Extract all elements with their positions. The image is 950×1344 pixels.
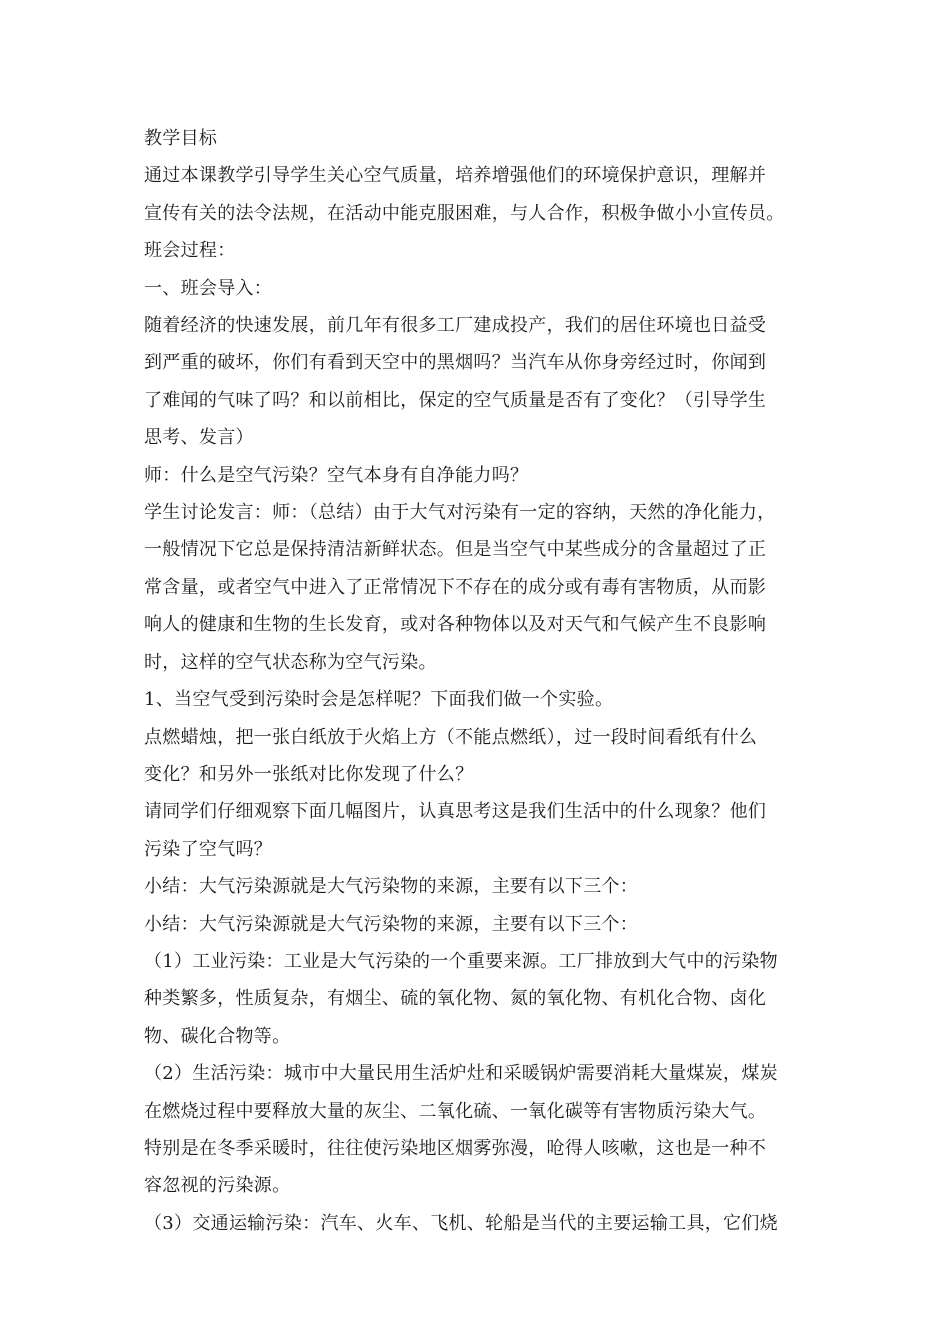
text-line: 一、班会导入： bbox=[144, 277, 273, 299]
discussion-paragraph bbox=[144, 494, 808, 681]
text-line: 特别是在冬季采暖时，往往使污染地区烟雾弥漫，呛得人咳嗽，这也是一种不 bbox=[144, 1137, 767, 1159]
intro-paragraph bbox=[144, 307, 808, 457]
text-line: 在燃烧过程中要释放大量的灰尘、二氧化硫、一氧化碳等有害物质污染大气。 bbox=[144, 1100, 767, 1122]
text-line: 到严重的破坏，你们有看到天空中的黑烟吗？当汽车从你身旁经过时，你闻到 bbox=[144, 352, 767, 374]
text-line: 物、碳化合物等。 bbox=[144, 1025, 291, 1047]
transport-pollution-paragraph bbox=[144, 1205, 808, 1242]
teaching-goal-paragraph bbox=[144, 157, 808, 232]
text-line: 小结：大气污染源就是大气污染物的来源，主要有以下三个： bbox=[144, 913, 639, 935]
text-line: 班会过程： bbox=[144, 240, 236, 262]
process-title bbox=[144, 232, 808, 269]
teacher-question bbox=[144, 457, 808, 494]
industrial-pollution-paragraph bbox=[144, 943, 808, 1055]
text-line: （2）生活污染：城市中大量民用生活炉灶和采暖锅炉需要消耗大量煤炭，煤炭 bbox=[144, 1063, 778, 1085]
document-body bbox=[144, 120, 808, 1242]
text-line: 污染了空气吗？ bbox=[144, 838, 273, 860]
section-heading bbox=[144, 120, 808, 157]
text-line: 小结：大气污染源就是大气污染物的来源，主要有以下三个： bbox=[144, 876, 639, 898]
text-line: 请同学们仔细观察下面几幅图片，认真思考这是我们生活中的什么现象？他们 bbox=[144, 801, 767, 823]
experiment-title bbox=[144, 681, 808, 718]
observe-paragraph bbox=[144, 793, 808, 868]
text-line: 了难闻的气味了吗？和以前相比，保定的空气质量是否有了变化？（引导学生 bbox=[144, 389, 767, 411]
text-line: 点燃蜡烛，把一张白纸放于火焰上方（不能点燃纸），过一段时间看纸有什么 bbox=[144, 726, 758, 748]
text-line: 思考、发言） bbox=[144, 427, 254, 449]
text-line: （3）交通运输污染：汽车、火车、飞机、轮船是当代的主要运输工具，它们烧 bbox=[144, 1212, 778, 1234]
heading-line: 教学目标 bbox=[144, 128, 218, 149]
intro-title bbox=[144, 270, 808, 307]
text-line: 随着经济的快速发展，前几年有很多工厂建成投产，我们的居住环境也日益受 bbox=[144, 315, 767, 337]
summary-line bbox=[144, 868, 808, 905]
text-line: 种类繁多，性质复杂，有烟尘、硫的氧化物、氮的氧化物、有机化合物、卤化 bbox=[144, 988, 767, 1010]
text-line: 时，这样的空气状态称为空气污染。 bbox=[144, 651, 437, 673]
domestic-pollution-paragraph bbox=[144, 1055, 808, 1205]
text-line: 师：什么是空气污染？空气本身有自净能力吗？ bbox=[144, 464, 529, 486]
text-line: （1）工业污染：工业是大气污染的一个重要来源。工厂排放到大气中的污染物 bbox=[144, 950, 778, 972]
text-line: 容忽视的污染源。 bbox=[144, 1175, 291, 1197]
text-line: 通过本课教学引导学生关心空气质量，培养增强他们的环境保护意识，理解并 bbox=[144, 165, 767, 187]
text-line: 学生讨论发言：师：（总结）由于大气对污染有一定的容纳，天然的净化能力， bbox=[144, 502, 776, 524]
text-line: 一般情况下它总是保持清洁新鲜状态。但是当空气中某些成分的含量超过了正 bbox=[144, 539, 767, 561]
text-line: 常含量，或者空气中进入了正常情况下不存在的成分或有毒有害物质，从而影 bbox=[144, 576, 767, 598]
text-line: 1、当空气受到污染时会是怎样呢？下面我们做一个实验。 bbox=[144, 689, 614, 711]
summary-line bbox=[144, 906, 808, 943]
experiment-paragraph bbox=[144, 719, 808, 794]
text-line: 变化？和另外一张纸对比你发现了什么？ bbox=[144, 763, 474, 785]
text-line: 响人的健康和生物的生长发育，或对各种物体以及对天气和气候产生不良影响 bbox=[144, 614, 767, 636]
text-line: 宣传有关的法令法规，在活动中能克服困难，与人合作，积极争做小小宣传员。 bbox=[144, 202, 785, 224]
